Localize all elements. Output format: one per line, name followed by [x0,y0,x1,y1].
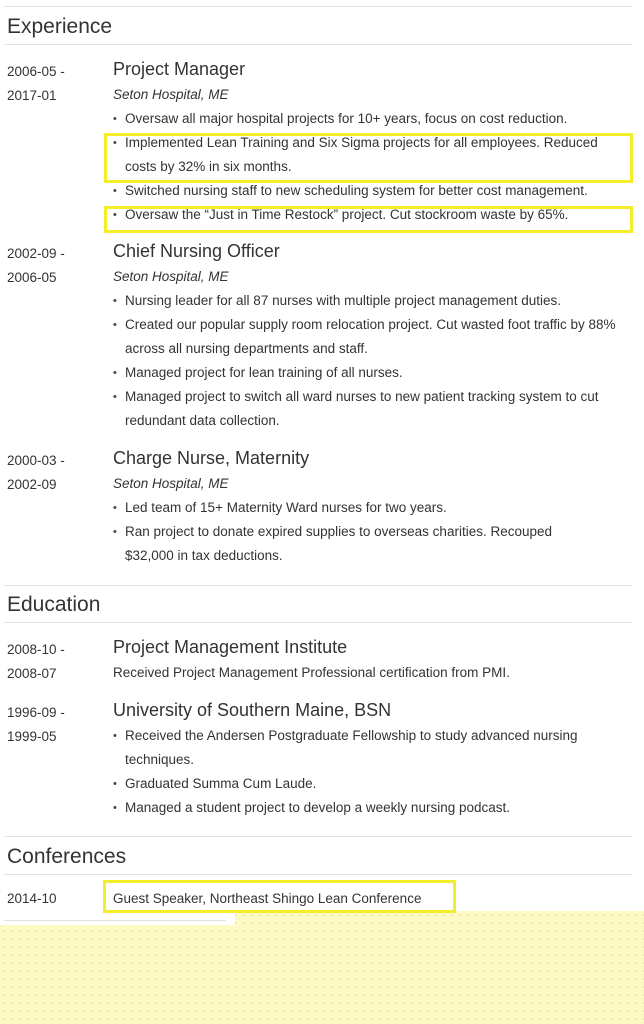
bullet-list [113,724,638,820]
end-date: 2017-01 [7,88,57,103]
organization: Seton Hospital, ME [113,87,229,102]
start-date: 2000-03 - [7,453,65,468]
divider [4,585,632,586]
date-range [7,449,97,497]
end-date: 2002-09 [7,477,57,492]
date-range [7,60,97,108]
organization: Seton Hospital, ME [113,269,229,284]
job-title: Charge Nurse, Maternity [113,448,310,468]
institution-name: University of Southern Maine, BSN [113,700,392,720]
start-date: 2002-09 - [7,246,65,261]
section-title-conferences: Conferences [7,845,127,868]
bullet-item: • Oversaw the “Just in Time Restock” project. Cut stockroom waste by 65%. [113,203,638,227]
end-date: 1999-05 [7,729,57,744]
divider [4,622,632,623]
start-date: 1996-09 - [7,705,65,720]
bullet-item: • Received the Andersen Postgraduate Fellowship to study advanced nursing techniques. [113,724,618,772]
bullet-list [113,496,638,568]
bullet-item: • Managed a student project to develop a weekly nursing podcast. [113,796,638,820]
bullet-list [113,107,638,227]
divider [4,920,226,921]
bullet-list [113,289,638,433]
divider [4,836,632,837]
job-title: Project Manager [113,59,246,79]
bullet-item: • Led team of 15+ Maternity Ward nurses for two years. [113,496,638,520]
bullet-item: • Switched nursing staff to new scheduling system for better cost management. [113,179,638,203]
section-title-education: Education [7,593,101,616]
divider [4,874,632,875]
section-title-experience: Experience [7,15,113,38]
conference-date: 2014-10 [7,891,57,906]
end-date: 2008-07 [7,666,57,681]
bullet-item: • Created our popular supply room relocation project. Cut wasted foot traffic by 88% across all nursing departments and staff. [113,313,623,361]
date-range [7,638,97,686]
bullet-item: • Ran project to donate expired supplies to overseas charities. Recouped $32,000 in tax deductions. [113,520,593,568]
bullet-item: • Managed project to switch all ward nurses to new patient tracking system to cut redundant data collection. [113,385,638,433]
bullet-item: • Nursing leader for all 87 nurses with multiple project management duties. [113,289,638,313]
bullet-item: • Managed project for lean training of all nurses. [113,361,638,385]
dotted-overlay [0,911,644,1024]
bullet-item: • Implemented Lean Training and Six Sigma projects for all employees. Reduced costs by 32% in six months. [113,131,628,179]
bullet-item: • Oversaw all major hospital projects for 10+ years, focus on cost reduction. [113,107,638,131]
organization: Seton Hospital, ME [113,476,229,491]
institution-name: Project Management Institute [113,637,348,657]
white-notch [0,911,235,925]
date-range [7,242,97,290]
bullet-item: • Graduated Summa Cum Laude. [113,772,638,796]
divider [4,6,632,7]
divider [4,44,632,45]
conference-description: Guest Speaker, Northeast Shingo Lean Conference [113,891,422,906]
start-date: 2008-10 - [7,642,65,657]
job-title: Chief Nursing Officer [113,241,280,261]
description: Received Project Management Professional certification from PMI. [113,665,510,680]
end-date: 2006-05 [7,270,57,285]
start-date: 2006-05 - [7,64,65,79]
date-range [7,701,97,749]
